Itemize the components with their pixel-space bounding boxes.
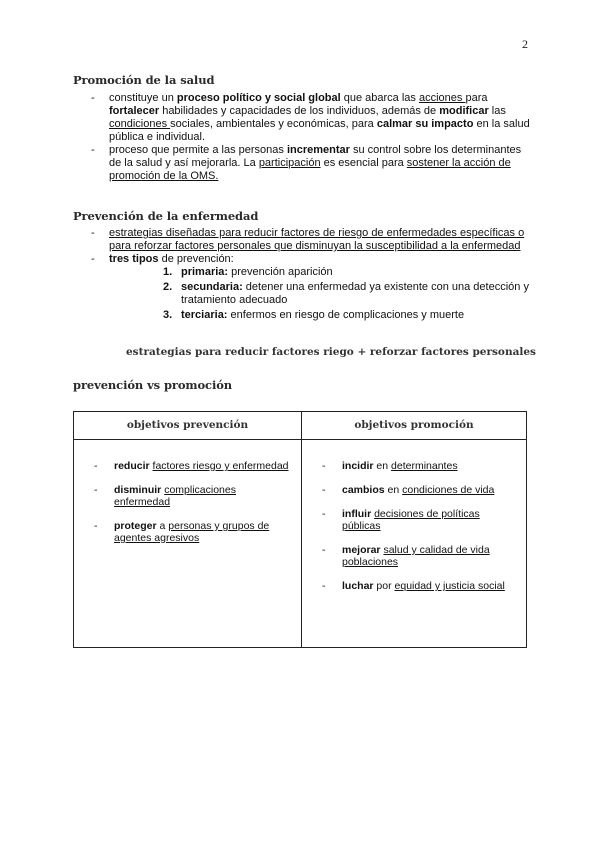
types-rest: de prevención: xyxy=(158,253,234,265)
col1-header: objetivos prevención xyxy=(74,412,302,440)
connector-text: en xyxy=(373,460,392,472)
underlined-text: sostener la acción de promoción de la OMS. xyxy=(109,157,511,182)
type-label: secundaria: xyxy=(181,281,243,293)
text-segment: es esencial para xyxy=(320,157,407,169)
type-number: 1. xyxy=(163,266,173,278)
table-row xyxy=(74,440,527,648)
col2-list xyxy=(302,440,526,592)
bold-text: fortalecer xyxy=(109,105,160,117)
text-segment: que abarca las xyxy=(340,92,419,104)
connector-text: en xyxy=(384,484,403,496)
underlined-text: condiciones xyxy=(109,118,171,130)
prevencion-list xyxy=(73,227,533,324)
list-item xyxy=(74,460,291,472)
text-segment: su control sobre los determinantes de la salud y así mejorarla. La xyxy=(109,144,522,169)
objective-verb: mejorar xyxy=(342,544,381,556)
strategy-line: estrategias para reducir factores riego + reforzar factores personales xyxy=(126,346,536,358)
list-item xyxy=(302,580,516,592)
type-terciaria xyxy=(163,309,533,322)
objective-target: equidad y justicia social xyxy=(394,580,505,592)
objective-verb: cambios xyxy=(342,484,385,496)
heading-promocion: Promoción de la salud xyxy=(73,73,215,87)
prevencion-item-definition xyxy=(73,227,533,253)
type-secundaria xyxy=(163,281,533,307)
type-text: detener una enfermedad ya existente con una detección y tratamiento adecuado xyxy=(181,281,529,306)
list-item xyxy=(302,544,516,568)
type-number: 2. xyxy=(163,281,173,293)
type-label: primaria: xyxy=(181,266,229,278)
types-bold: tres tipos xyxy=(109,253,159,265)
text-segment: habilidades y capacidades de los individuos, además de xyxy=(159,105,440,117)
heading-comparison: prevención vs promoción xyxy=(73,378,233,392)
table-header-row xyxy=(74,412,527,440)
text-segment: en la salud pública e individual. xyxy=(109,118,530,143)
connector-text: a xyxy=(156,520,169,532)
underlined-text: participación xyxy=(258,157,321,169)
text-segment: las xyxy=(488,105,506,117)
text-segment: para xyxy=(465,92,488,104)
objective-target: salud y calidad de vida poblaciones xyxy=(342,544,490,568)
types-list xyxy=(109,266,533,322)
objective-verb: luchar xyxy=(342,580,374,592)
col1-list xyxy=(74,440,301,544)
promocion-item xyxy=(73,144,533,183)
objective-target: determinantes xyxy=(391,460,458,472)
bold-text: calmar su impacto xyxy=(376,118,474,130)
page-number: 2 xyxy=(522,37,528,51)
prevencion-item-types xyxy=(73,253,533,322)
objective-target: complicaciones enfermedad xyxy=(114,484,236,508)
comparison-table xyxy=(73,411,527,648)
objective-verb: reducir xyxy=(114,460,150,472)
col1-cell xyxy=(74,440,302,648)
col2-header: objetivos promoción xyxy=(302,412,527,440)
connector-text: por xyxy=(373,580,395,592)
col2-cell xyxy=(302,440,527,648)
list-item xyxy=(302,484,516,496)
objective-verb: disminuir xyxy=(114,484,162,496)
objective-verb: incidir xyxy=(342,460,374,472)
objective-verb: influir xyxy=(342,508,372,520)
list-item xyxy=(302,508,516,532)
list-item xyxy=(74,520,291,544)
text-segment: constituye un xyxy=(109,92,177,104)
objective-target: decisiones de políticas públicas xyxy=(342,508,480,532)
list-item xyxy=(302,460,516,472)
objective-target: personas y grupos de agentes agresivos xyxy=(114,520,270,544)
type-label: terciaria: xyxy=(181,309,228,321)
text-segment: proceso que permite a las personas xyxy=(109,144,287,156)
bold-text: proceso político y social global xyxy=(176,92,341,104)
type-text: prevención aparición xyxy=(228,266,333,278)
objective-verb: proteger xyxy=(114,520,157,532)
underlined-text: acciones xyxy=(418,92,466,104)
bold-text: modificar xyxy=(439,105,489,117)
text-segment: sociales, ambientales y económicas, para xyxy=(170,118,377,130)
objective-target: condiciones de vida xyxy=(402,484,495,496)
heading-prevencion: Prevención de la enfermedad xyxy=(73,209,259,223)
underlined-text: estrategias diseñadas para reducir factores de riesgo de enfermedades específicas o para reforzar factores personales que disminuyan la susceptibilidad a la enfermedad xyxy=(109,227,525,252)
promocion-item xyxy=(73,92,533,144)
bold-text: incrementar xyxy=(286,144,350,156)
type-number: 3. xyxy=(163,309,173,321)
type-primaria xyxy=(163,266,533,279)
type-text: enfermos en riesgo de complicaciones y muerte xyxy=(227,309,465,321)
list-item xyxy=(74,484,291,508)
objective-target: factores riesgo y enfermedad xyxy=(152,460,289,472)
promocion-list xyxy=(73,92,533,183)
